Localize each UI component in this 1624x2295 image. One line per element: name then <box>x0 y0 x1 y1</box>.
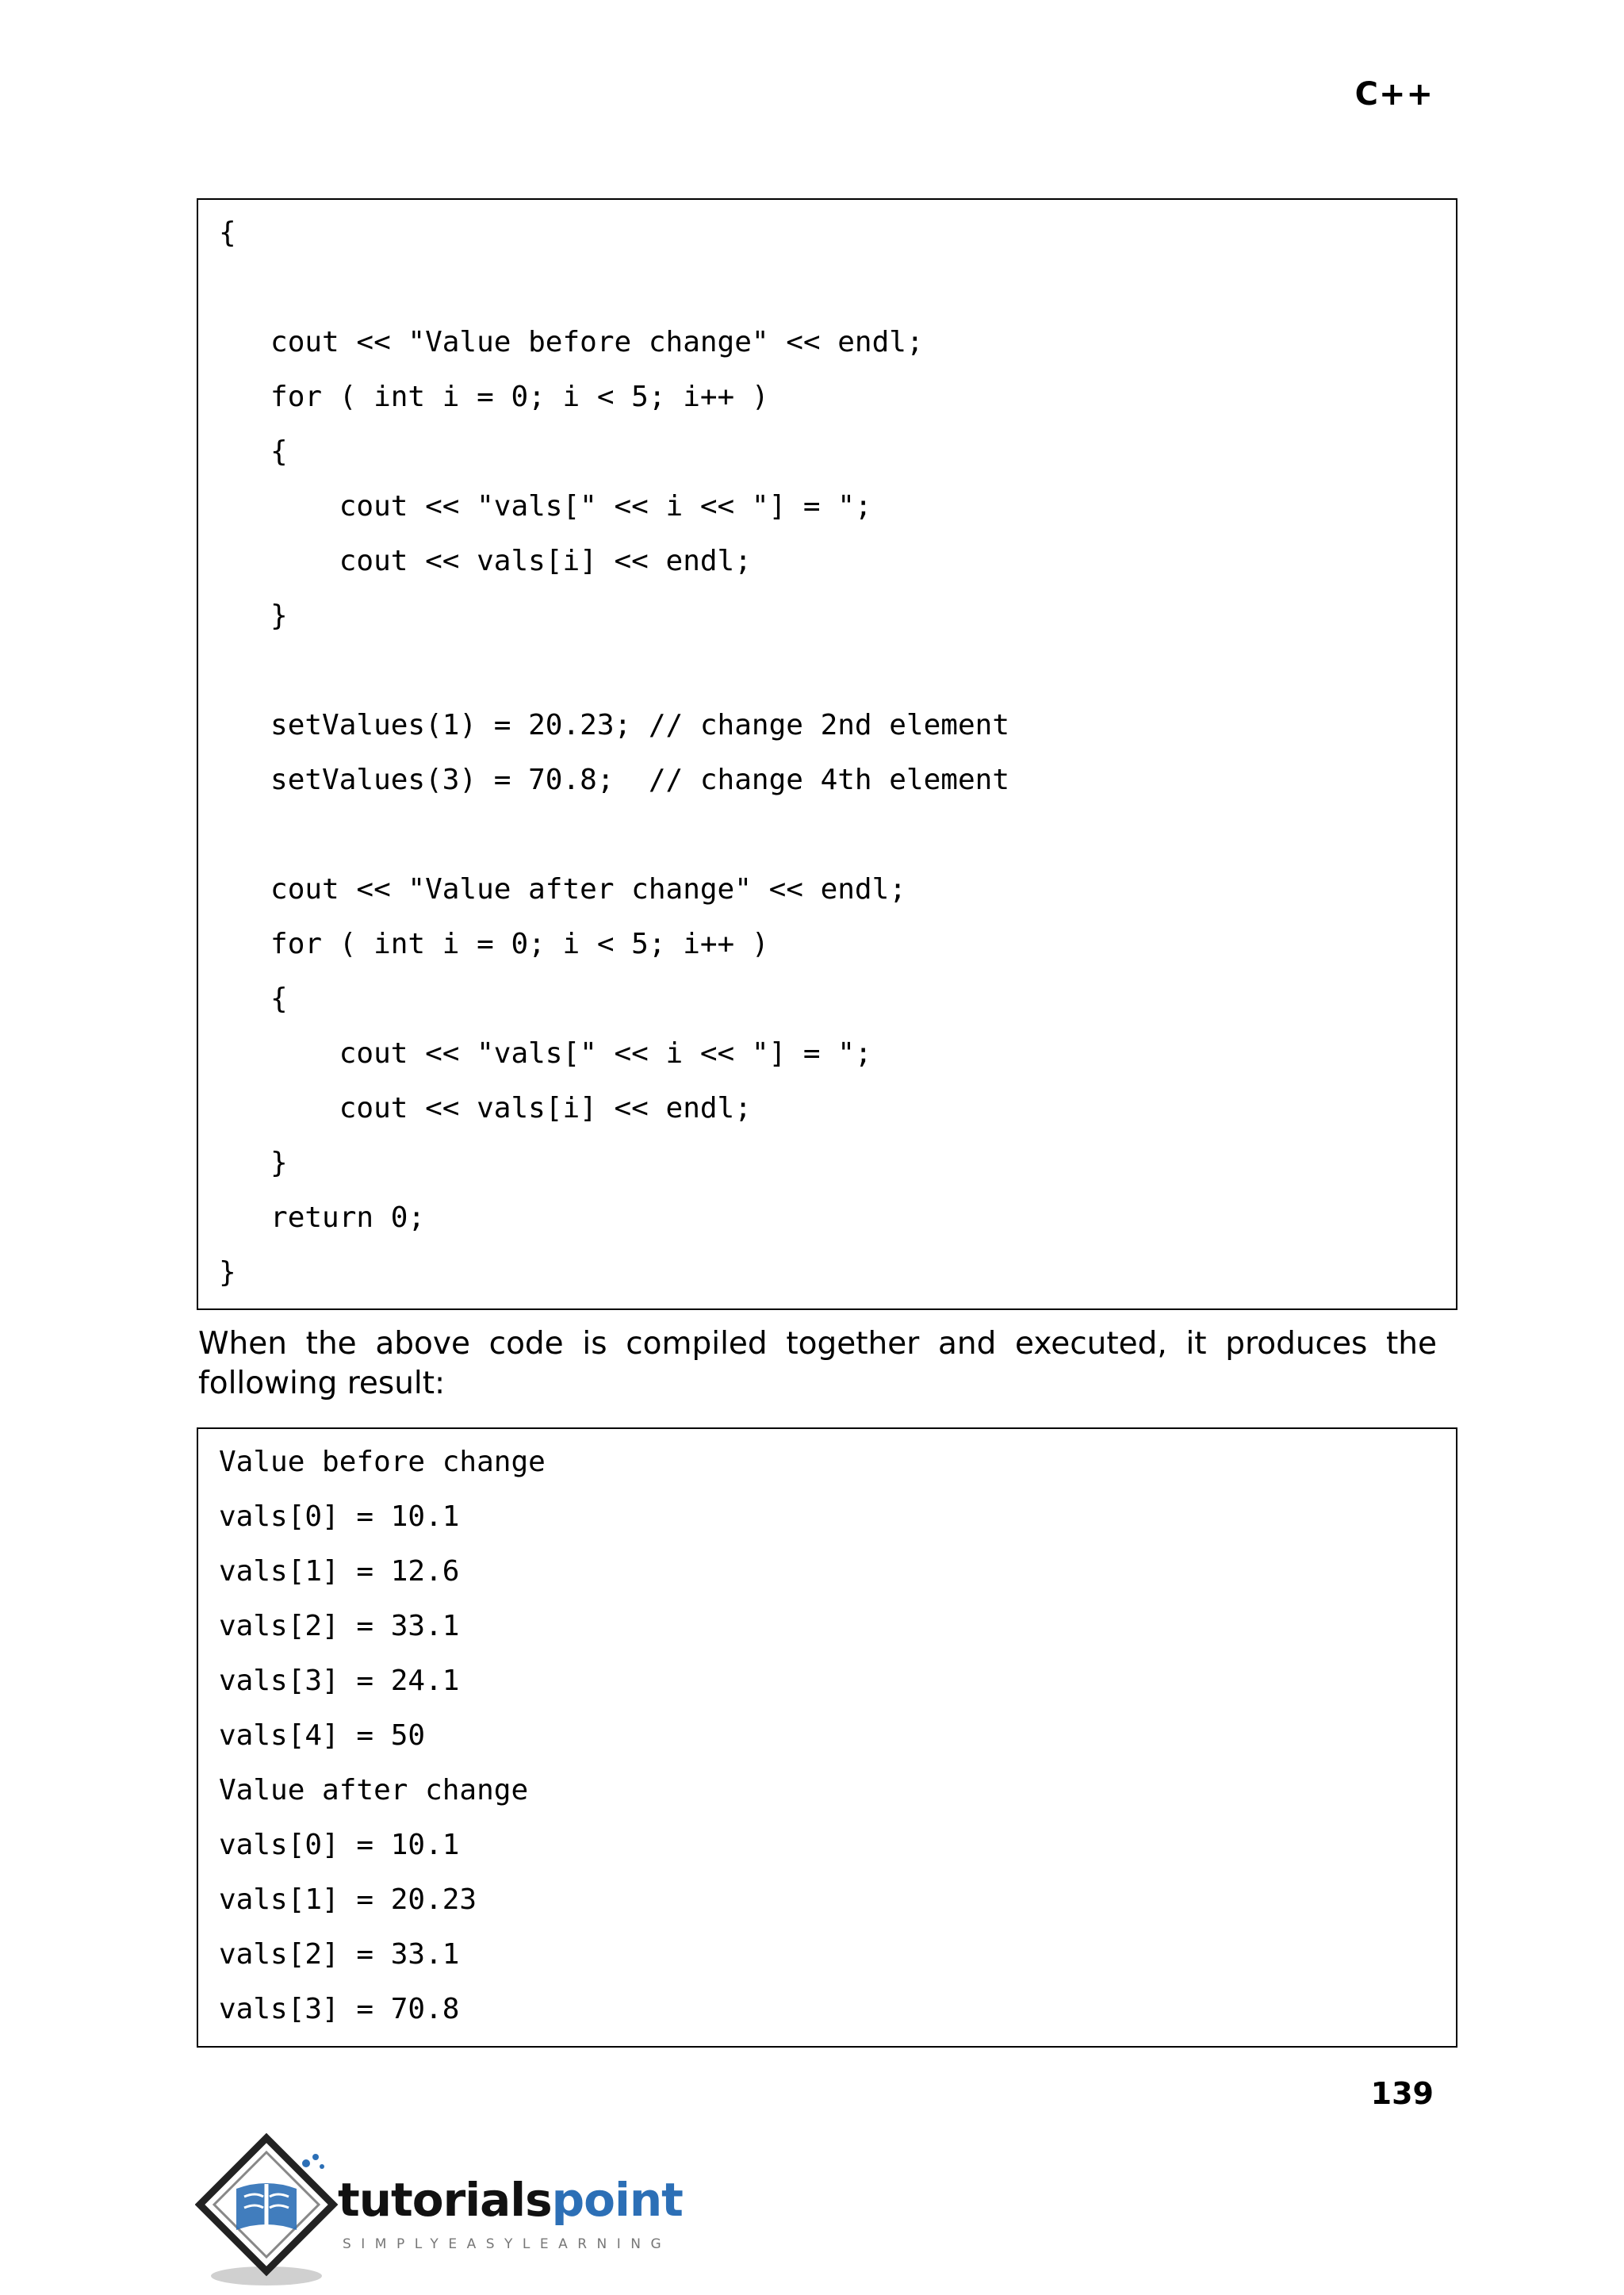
logo-word-tutorials: tutorials <box>338 2173 552 2227</box>
code-line: cout << vals[i] << endl; <box>219 1092 752 1125</box>
code-line: cout << vals[i] << endl; <box>219 545 752 577</box>
code-line: { <box>219 435 288 468</box>
output-line: Value before change <box>219 1446 546 1478</box>
code-line: return 0; <box>219 1201 426 1234</box>
code-line: { <box>219 983 288 1015</box>
output-line: vals[4] = 50 <box>219 1719 426 1752</box>
code-line: } <box>219 600 288 632</box>
code-line: { <box>219 216 236 249</box>
code-line: setValues(3) = 70.8; // change 4th element <box>219 764 1009 796</box>
output-line: vals[3] = 24.1 <box>219 1665 460 1697</box>
code-line: for ( int i = 0; i < 5; i++ ) <box>219 381 769 413</box>
code-line: cout << "Value before change" << endl; <box>219 326 924 358</box>
output-line: vals[2] = 33.1 <box>219 1610 460 1642</box>
page-number: 139 <box>1370 2076 1434 2111</box>
code-block <box>197 198 1457 1310</box>
output-line: Value after change <box>219 1774 529 1806</box>
code-line: cout << "vals[" << i << "] = "; <box>219 490 872 523</box>
code-line: } <box>219 1256 236 1289</box>
output-line: vals[1] = 20.23 <box>219 1883 477 1916</box>
code-line: for ( int i = 0; i < 5; i++ ) <box>219 928 769 960</box>
output-line: vals[0] = 10.1 <box>219 1500 460 1533</box>
logo-diamond-icon <box>195 2133 354 2292</box>
logo-wordmark <box>338 2173 683 2227</box>
output-block <box>197 1427 1457 2048</box>
output-line: vals[3] = 70.8 <box>219 1993 460 2025</box>
logo-word-point: point <box>551 2173 683 2227</box>
output-line: vals[0] = 10.1 <box>219 1829 460 1861</box>
page-header-title: C++ <box>1354 76 1434 113</box>
code-line: setValues(1) = 20.23; // change 2nd element <box>219 709 1009 741</box>
output-line: vals[1] = 12.6 <box>219 1555 460 1588</box>
result-intro-paragraph: When the above code is compiled together and executed, it produces the following result: <box>198 1326 1437 1401</box>
code-line: } <box>219 1147 288 1179</box>
code-line: cout << "Value after change" << endl; <box>219 873 906 906</box>
output-line: vals[2] = 33.1 <box>219 1938 460 1971</box>
logo-tagline: SIMPLYEASYLEARNING <box>343 2236 672 2252</box>
code-line: cout << "vals[" << i << "] = "; <box>219 1037 872 1070</box>
tutorialspoint-logo <box>195 2133 687 2292</box>
